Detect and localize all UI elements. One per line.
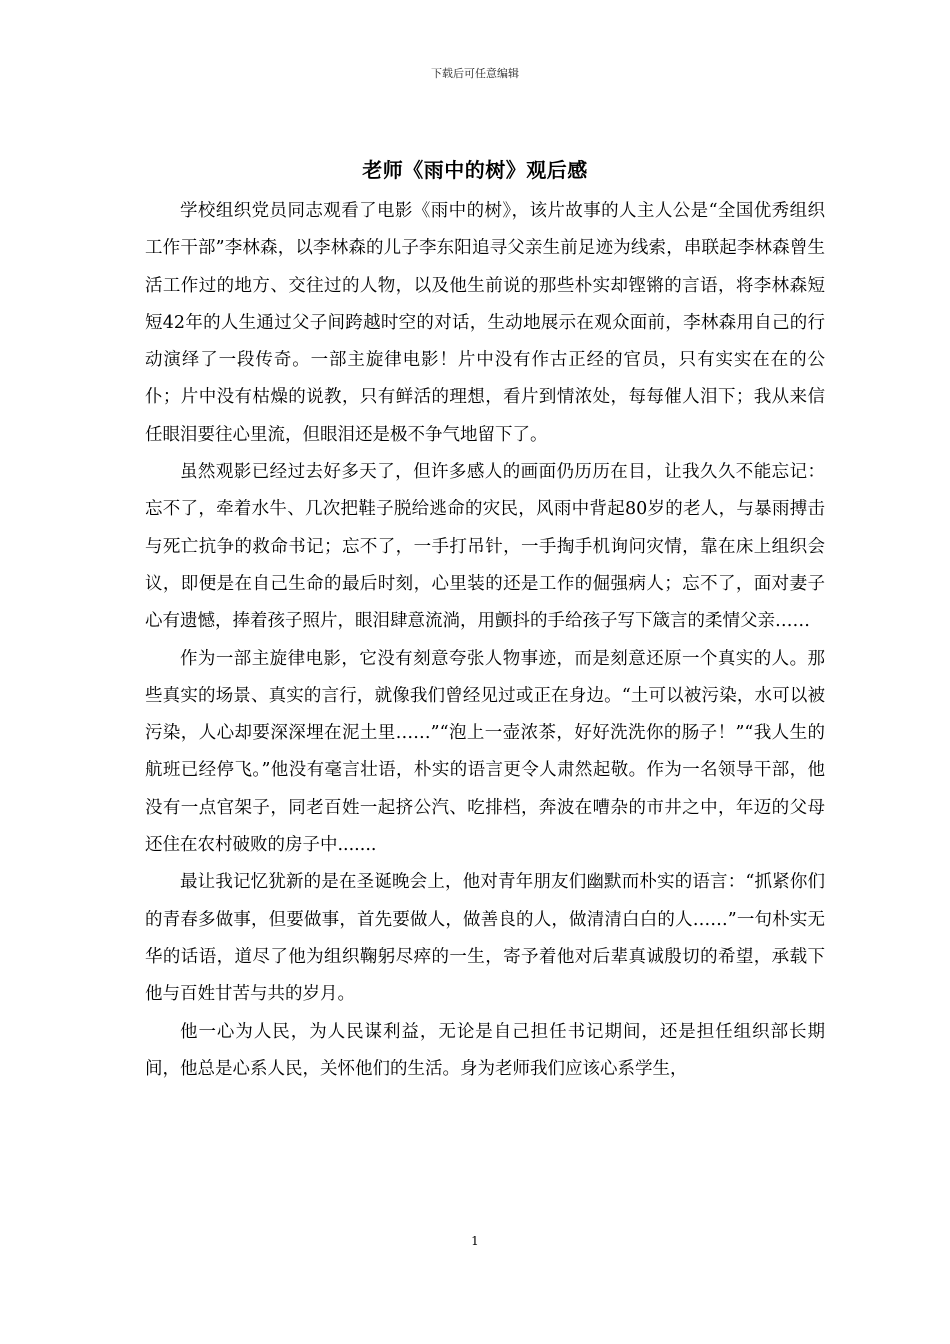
paragraph-1: 学校组织党员同志观看了电影《雨中的树》，该片故事的人主人公是“全国优秀组织工作干部”李林森，以李林森的儿子李东阳追寻父亲生前足迹为线索，串联起李林森曾生活工作过的地方、交往过的人物，以及他生前说的那些朴实却铿锵的言语，将李林森短短42年的人生通过父子间跨越时空的对话，生动地展示在观众面前，李林森用自己的行动演绎了一段传奇。一部主旋律电影！片中没有作古正经的官员，只有实实在在的公仆；片中没有枯燥的说教，只有鲜活的理想，看片到情浓处，每每催人泪下；我从来信任眼泪要往心里流，但眼泪还是极不争气地留下了。 bbox=[145, 201, 825, 445]
paragraph-4: 最让我记忆犹新的是在圣诞晚会上，他对青年朋友们幽默而朴实的语言：“抓紧你们的青春多做事，但要做事，首先要做人，做善良的人，做清清白白的人……”一句朴实无华的话语，道尽了他为组织鞠躬尽瘁的一生，寄予着他对后辈真诚殷切的希望，承载下他与百姓甘苦与共的岁月。 bbox=[145, 872, 825, 1005]
document-title: 老师《雨中的树》观后感 bbox=[362, 158, 588, 182]
page-header-note: 下载后可任意编辑 bbox=[431, 67, 519, 80]
document-body bbox=[145, 193, 825, 1088]
paragraph-3: 作为一部主旋律电影，它没有刻意夸张人物事迹，而是刻意还原一个真实的人。那些真实的场景、真实的言行，就像我们曾经见过或正在身边。“土可以被污染，水可以被污染，人心却要深深埋在泥土里……”“泡上一壶浓茶，好好洗洗你的肠子！”“我人生的航班已经停飞。”他没有毫言壮语，朴实的语言更令人肃然起敬。作为一名领导干部，他没有一点官架子，同老百姓一起挤公汽、吃排档，奔波在嘈杂的市井之中，年迈的父母还住在农村破败的房子中....... bbox=[145, 648, 825, 856]
paragraph-5: 他一心为人民，为人民谋利益，无论是自己担任书记期间，还是担任组织部长期间，他总是心系人民，关怀他们的生活。身为老师我们应该心系学生， bbox=[145, 1021, 825, 1079]
page-number: 1 bbox=[471, 1234, 479, 1248]
paragraph-2: 虽然观影已经过去好多天了，但许多感人的画面仍历历在目，让我久久不能忘记：忘不了，牵着水牛、几次把鞋子脱给逃命的灾民，风雨中背起80岁的老人，与暴雨搏击与死亡抗争的救命书记；忘不了，一手打吊针，一手掏手机询问灾情，靠在床上组织会议，即便是在自己生命的最后时刻，心里装的还是工作的倔强病人；忘不了，面对妻子心有遗憾，捧着孩子照片，眼泪肆意流淌，用颤抖的手给孩子写下箴言的柔情父亲…… bbox=[145, 462, 825, 632]
